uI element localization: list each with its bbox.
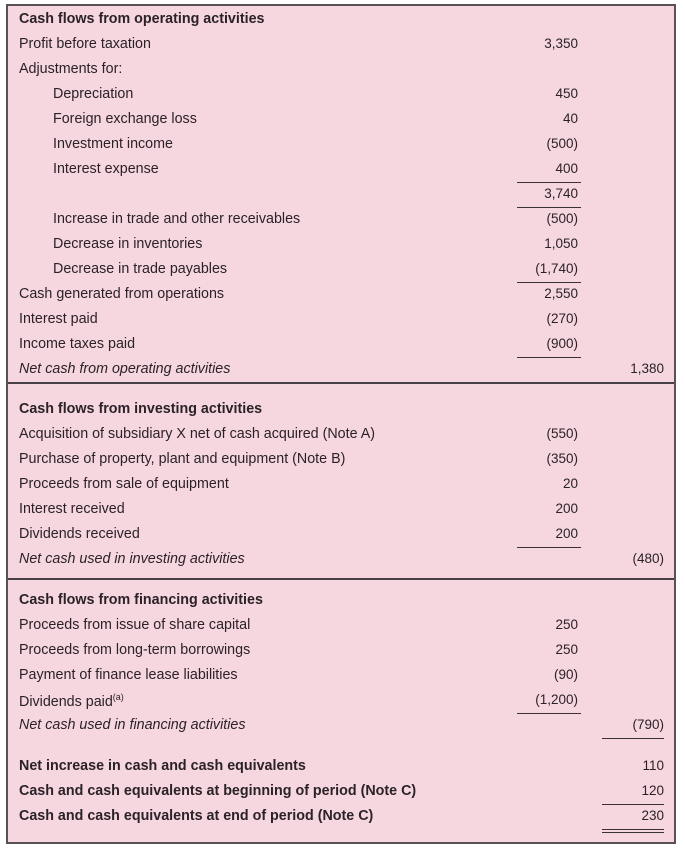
statement-row: Interest paid (270) (19, 311, 578, 327)
amount-cell: 40 (562, 111, 578, 126)
amount-cell: 250 (555, 617, 578, 632)
amount-cell: (270) (546, 311, 578, 326)
subtotal-rule (517, 713, 581, 714)
statement-row: Proceeds from issue of share capital 250 (19, 617, 578, 633)
summary-row: Cash and cash equivalents at end of period (Note C) 230 (19, 808, 664, 824)
amount-cell: 200 (555, 501, 578, 516)
subtotal-rule (517, 182, 581, 183)
statement-row: Income taxes paid (900) (19, 336, 578, 352)
total-cell: 230 (641, 808, 664, 823)
total-rule (602, 738, 664, 739)
amount-cell: 3,350 (544, 36, 578, 51)
amount-cell: 250 (555, 642, 578, 657)
total-cell: (790) (632, 717, 664, 732)
section-heading-financing (8, 590, 674, 615)
section-divider (8, 382, 674, 384)
section-divider (8, 578, 674, 580)
amount-cell: 2,550 (544, 286, 578, 301)
statement-row: Proceeds from long-term borrowings 250 (19, 642, 578, 658)
statement-row: Proceeds from sale of equipment 20 (19, 476, 578, 492)
total-rule (602, 804, 664, 805)
total-cell: (480) (632, 551, 664, 566)
amount-cell: 1,050 (544, 236, 578, 251)
subtotal-rule (517, 547, 581, 548)
statement-row: Dividends paid$^{(a)}$ (1,200) (19, 692, 578, 710)
total-cell: 1,380 (630, 361, 664, 376)
section-total-row: Net cash from operating activities 1,380 (19, 361, 664, 377)
amount-cell: 200 (555, 526, 578, 541)
amount-cell: (550) (546, 426, 578, 441)
amount-cell: 20 (562, 476, 578, 491)
section-heading-operating (8, 9, 674, 34)
amount-cell: 3,740 (544, 186, 578, 201)
amount-cell: (90) (553, 667, 578, 682)
total-cell: 110 (642, 758, 664, 773)
statement-row: Acquisition of subsidiary X net of cash acquired (Note A) (550) (19, 426, 578, 442)
statement-row: Purchase of property, plant and equipment (Note B) (350) (19, 451, 578, 467)
subtotal-rule (517, 282, 581, 283)
statement-row: Adjustments for: (19, 61, 123, 77)
statement-row: Payment of finance lease liabilities (90) (19, 667, 578, 683)
section-total-row: Net cash used in financing activities (790) (19, 717, 664, 733)
heading-text: Cash flows from investing activities (19, 401, 263, 417)
summary-row: Cash and cash equivalents at beginning of period (Note C) 120 (19, 783, 664, 799)
subtotal-rule (517, 207, 581, 208)
amount-cell: (350) (546, 451, 578, 466)
amount-cell: (500) (546, 211, 578, 226)
statement-row: Depreciation 450 (53, 86, 578, 102)
section-total-row: Net cash used in investing activities (480) (19, 551, 664, 567)
section-heading-investing (8, 399, 674, 424)
statement-row: Decrease in trade payables (1,740) (53, 261, 578, 277)
amount-cell: 450 (555, 86, 578, 101)
statement-row: Investment income (500) (53, 136, 578, 152)
statement-row: Profit before taxation 3,350 (19, 36, 578, 52)
statement-row: Cash generated from operations 2,550 (19, 286, 578, 302)
heading-text: Cash flows from operating activities (19, 11, 265, 27)
amount-cell: (1,740) (535, 261, 578, 276)
summary-row: Net increase in cash and cash equivalents 110 (19, 758, 664, 774)
total-cell: 120 (641, 783, 664, 798)
double-rule-bottom (602, 832, 664, 833)
statement-row: Decrease in inventories 1,050 (53, 236, 578, 252)
subtotal-rule (517, 357, 581, 358)
amount-cell: (900) (546, 336, 578, 351)
footnote-marker: (a) (112, 692, 124, 702)
statement-row (8, 184, 674, 209)
amount-cell: (500) (546, 136, 578, 151)
statement-row: Interest received 200 (19, 501, 578, 517)
heading-text: Cash flows from financing activities (19, 592, 263, 608)
cash-flow-statement (6, 4, 676, 844)
statement-row: Increase in trade and other receivables (500) (53, 211, 578, 227)
double-rule-top (602, 829, 664, 830)
amount-cell: (1,200) (535, 692, 578, 707)
statement-row: Foreign exchange loss 40 (53, 111, 578, 127)
statement-row: Dividends received 200 (19, 526, 578, 542)
statement-row: Interest expense 400 (53, 161, 578, 177)
amount-cell: 400 (555, 161, 578, 176)
